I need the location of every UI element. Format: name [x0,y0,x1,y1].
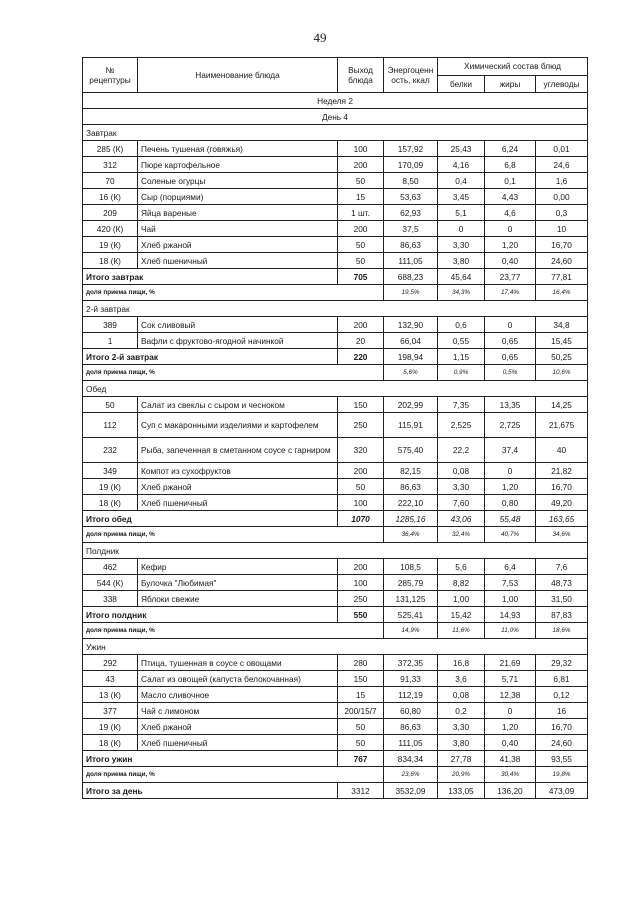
table-row [83,221,588,237]
dish-kcal: 575,40 [384,438,438,463]
dish-yield: 150 [338,671,384,687]
share-carbs: 16,4% [536,285,588,301]
recipe-no: 50 [83,397,138,413]
dish-kcal: 111,05 [384,735,438,751]
share-label: доля приема пищи, % [83,285,384,301]
dish-carbs: 0,3 [536,205,588,221]
dish-yield: 250 [338,413,384,438]
dish-yield: 15 [338,687,384,703]
dish-yield: 200 [338,221,384,237]
share-carbs: 18,6% [536,623,588,639]
dish-carbs: 21,82 [536,463,588,479]
total-kcal: 1285,16 [384,511,438,527]
recipe-no: 19 (К) [83,479,138,495]
dish-protein: 0,6 [438,317,485,333]
total-fat: 23,77 [485,269,536,285]
dish-protein: 3,30 [438,479,485,495]
share-protein: 11,6% [438,623,485,639]
total-yield: 550 [338,607,384,623]
dish-yield: 50 [338,735,384,751]
dish-kcal: 86,63 [384,479,438,495]
total-row [83,751,588,767]
dish-kcal: 86,63 [384,237,438,253]
dish-protein: 5,6 [438,559,485,575]
section-header-row [83,543,588,559]
dish-name: Масло сливочное [138,687,338,703]
week-row [83,93,588,109]
dish-fat: 0 [485,703,536,719]
dish-protein: 7,60 [438,495,485,511]
share-protein: 0,9% [438,365,485,381]
recipe-no: 70 [83,173,138,189]
total-protein: 43,06 [438,511,485,527]
table-row [83,237,588,253]
section-title: Обед [83,381,588,397]
share-carbs: 19,8% [536,767,588,783]
dish-name: Сок сливовый [138,317,338,333]
recipe-no: 349 [83,463,138,479]
dish-kcal: 170,09 [384,157,438,173]
dish-kcal: 108,5 [384,559,438,575]
dish-carbs: 6,81 [536,671,588,687]
total-label: Итого обед [83,511,338,527]
dish-yield: 50 [338,237,384,253]
dish-fat: 4,43 [485,189,536,205]
dish-fat: 7,53 [485,575,536,591]
dish-name: Вафли с фруктово-ягодной начинкой [138,333,338,349]
dish-kcal: 157,92 [384,141,438,157]
day-total-row [83,783,588,799]
dish-fat: 1,20 [485,237,536,253]
recipe-no: 420 (К) [83,221,138,237]
dish-carbs: 0,01 [536,141,588,157]
table-row [83,719,588,735]
dish-kcal: 285,79 [384,575,438,591]
section-header-row [83,639,588,655]
dish-kcal: 37,5 [384,221,438,237]
share-kcal: 5,6% [384,365,438,381]
day-label: День 4 [83,109,588,125]
recipe-no: 18 (К) [83,735,138,751]
total-row [83,269,588,285]
dish-name: Соленые огурцы [138,173,338,189]
day-total-kcal: 3532,09 [384,783,438,799]
dish-carbs: 24,60 [536,253,588,269]
dish-carbs: 24,6 [536,157,588,173]
section-header-row [83,125,588,141]
share-protein: 34,3% [438,285,485,301]
dish-name: Салат из свеклы с сыром и чесноком [138,397,338,413]
total-label: Итого полдник [83,607,338,623]
dish-protein: 0,4 [438,173,485,189]
dish-protein: 4,16 [438,157,485,173]
dish-protein: 3,80 [438,253,485,269]
share-kcal: 36,4% [384,527,438,543]
dish-yield: 20 [338,333,384,349]
header-recipe-no: № рецептуры [83,58,138,93]
table-row [83,575,588,591]
section-title: Завтрак [83,125,588,141]
table-row [83,479,588,495]
dish-carbs: 1,6 [536,173,588,189]
share-row [83,285,588,301]
total-carbs: 77,81 [536,269,588,285]
table-row [83,333,588,349]
dish-name: Чай с лимоном [138,703,338,719]
recipe-no: 312 [83,157,138,173]
dish-fat: 4,6 [485,205,536,221]
dish-kcal: 111,05 [384,253,438,269]
share-kcal: 14,9% [384,623,438,639]
dish-yield: 100 [338,575,384,591]
table-row [83,173,588,189]
dish-yield: 280 [338,655,384,671]
day-total-label: Итого за день [83,783,338,799]
recipe-no: 43 [83,671,138,687]
section-header-row [83,301,588,317]
dish-name: Кефир [138,559,338,575]
dish-fat: 21,69 [485,655,536,671]
share-protein: 20,9% [438,767,485,783]
table-row [83,735,588,751]
total-fat: 41,38 [485,751,536,767]
dish-protein: 3,80 [438,735,485,751]
dish-kcal: 8,50 [384,173,438,189]
dish-carbs: 7,6 [536,559,588,575]
section-title: Ужин [83,639,588,655]
dish-fat: 6,24 [485,141,536,157]
dish-kcal: 372,35 [384,655,438,671]
section-header-row [83,381,588,397]
table-row [83,687,588,703]
total-yield: 705 [338,269,384,285]
dish-yield: 250 [338,591,384,607]
dish-name: Пюре картофельное [138,157,338,173]
dish-protein: 22,2 [438,438,485,463]
dish-kcal: 132,90 [384,317,438,333]
dish-carbs: 40 [536,438,588,463]
dish-fat: 0,1 [485,173,536,189]
header-fat: жиры [485,75,536,93]
dish-name: Яблоки свежие [138,591,338,607]
dish-protein: 0,55 [438,333,485,349]
dish-name: Хлеб ржаной [138,719,338,735]
total-yield: 767 [338,751,384,767]
table-row [83,463,588,479]
dish-kcal: 202,99 [384,397,438,413]
share-fat: 11,0% [485,623,536,639]
table-row [83,703,588,719]
recipe-no: 16 (К) [83,189,138,205]
total-fat: 55,48 [485,511,536,527]
dish-name: Хлеб ржаной [138,479,338,495]
dish-yield: 150 [338,397,384,413]
recipe-no: 209 [83,205,138,221]
dish-protein: 0,08 [438,687,485,703]
dish-name: Суп с макаронными изделиями и картофелем [138,413,338,438]
recipe-no: 377 [83,703,138,719]
dish-carbs: 0,00 [536,189,588,205]
recipe-no: 285 (К) [83,141,138,157]
dish-fat: 2,725 [485,413,536,438]
dish-kcal: 115,91 [384,413,438,438]
day-total-yield: 3312 [338,783,384,799]
dish-name: Сыр (порциями) [138,189,338,205]
share-row [83,623,588,639]
total-carbs: 50,25 [536,349,588,365]
share-label: доля приема пищи, % [83,767,384,783]
dish-yield: 50 [338,719,384,735]
recipe-no: 19 (К) [83,237,138,253]
share-row [83,527,588,543]
dish-yield: 50 [338,479,384,495]
dish-fat: 1,20 [485,479,536,495]
table-row [83,559,588,575]
dish-carbs: 24,60 [536,735,588,751]
section-title: Полдник [83,543,588,559]
dish-protein: 0 [438,221,485,237]
dish-fat: 0 [485,317,536,333]
table-row [83,438,588,463]
dish-protein: 0,2 [438,703,485,719]
dish-carbs: 15,45 [536,333,588,349]
dish-fat: 0,40 [485,735,536,751]
share-label: доля приема пищи, % [83,623,384,639]
dish-protein: 3,6 [438,671,485,687]
table-row [83,157,588,173]
section-title: 2-й завтрак [83,301,588,317]
dish-kcal: 91,33 [384,671,438,687]
total-fat: 14,93 [485,607,536,623]
dish-fat: 0,80 [485,495,536,511]
menu-table [82,57,588,799]
dish-yield: 100 [338,141,384,157]
dish-protein: 1,00 [438,591,485,607]
header-energy: Энергоценн ость, ккал [384,58,438,93]
header-carbs: углеводы [536,75,588,93]
share-row [83,767,588,783]
dish-name: Печень тушеная (говяжья) [138,141,338,157]
total-row [83,607,588,623]
total-carbs: 87,83 [536,607,588,623]
dish-yield: 200 [338,157,384,173]
share-protein: 32,4% [438,527,485,543]
dish-carbs: 16,70 [536,479,588,495]
day-row [83,109,588,125]
dish-carbs: 0,12 [536,687,588,703]
dish-yield: 200 [338,559,384,575]
share-fat: 0,5% [485,365,536,381]
total-protein: 1,15 [438,349,485,365]
recipe-no: 462 [83,559,138,575]
dish-kcal: 82,15 [384,463,438,479]
dish-protein: 16,8 [438,655,485,671]
dish-protein: 3,30 [438,237,485,253]
dish-kcal: 66,04 [384,333,438,349]
table-row [83,397,588,413]
recipe-no: 19 (К) [83,719,138,735]
dish-kcal: 112,19 [384,687,438,703]
total-kcal: 198,94 [384,349,438,365]
dish-fat: 6,4 [485,559,536,575]
recipe-no: 18 (К) [83,253,138,269]
dish-carbs: 16,70 [536,237,588,253]
total-fat: 0,65 [485,349,536,365]
dish-name: Хлеб пшеничный [138,735,338,751]
table-row [83,413,588,438]
dish-kcal: 131,125 [384,591,438,607]
share-row [83,365,588,381]
dish-fat: 0,40 [485,253,536,269]
share-fat: 40,7% [485,527,536,543]
dish-name: Салат из овощей (капуста белокочанная) [138,671,338,687]
day-total-protein: 133,05 [438,783,485,799]
header-yield: Выход блюда [338,58,384,93]
recipe-no: 112 [83,413,138,438]
share-label: доля приема пищи, % [83,365,384,381]
total-protein: 45,64 [438,269,485,285]
dish-carbs: 34,8 [536,317,588,333]
dish-fat: 1,20 [485,719,536,735]
dish-protein: 5,1 [438,205,485,221]
dish-kcal: 53,63 [384,189,438,205]
dish-yield: 200/15/7 [338,703,384,719]
recipe-no: 338 [83,591,138,607]
table-row [83,671,588,687]
recipe-no: 544 (К) [83,575,138,591]
dish-yield: 1 шт. [338,205,384,221]
total-row [83,511,588,527]
recipe-no: 292 [83,655,138,671]
table-row [83,253,588,269]
total-label: Итого 2-й завтрак [83,349,338,365]
dish-fat: 12,38 [485,687,536,703]
dish-protein: 3,45 [438,189,485,205]
dish-carbs: 14,25 [536,397,588,413]
dish-name: Чай [138,221,338,237]
page-number: 49 [313,30,327,45]
share-label: доля приема пищи, % [83,527,384,543]
total-yield: 220 [338,349,384,365]
dish-fat: 0 [485,463,536,479]
total-label: Итого завтрак [83,269,338,285]
dish-carbs: 16 [536,703,588,719]
dish-name: Булочка "Любимая" [138,575,338,591]
week-label: Неделя 2 [83,93,588,109]
dish-kcal: 86,63 [384,719,438,735]
total-yield: 1070 [338,511,384,527]
total-row [83,349,588,365]
dish-yield: 15 [338,189,384,205]
dish-fat: 37,4 [485,438,536,463]
table-row [83,655,588,671]
share-fat: 17,4% [485,285,536,301]
dish-kcal: 222,10 [384,495,438,511]
dish-yield: 50 [338,173,384,189]
dish-fat: 1,00 [485,591,536,607]
share-kcal: 23,6% [384,767,438,783]
total-protein: 27,78 [438,751,485,767]
table-row [83,591,588,607]
dish-kcal: 60,80 [384,703,438,719]
recipe-no: 389 [83,317,138,333]
dish-yield: 50 [338,253,384,269]
total-kcal: 834,34 [384,751,438,767]
dish-protein: 7,35 [438,397,485,413]
dish-protein: 2,525 [438,413,485,438]
dish-yield: 320 [338,438,384,463]
total-carbs: 163,65 [536,511,588,527]
day-total-fat: 136,20 [485,783,536,799]
recipe-no: 1 [83,333,138,349]
dish-fat: 5,71 [485,671,536,687]
share-carbs: 10,6% [536,365,588,381]
dish-name: Хлеб пшеничный [138,495,338,511]
dish-name: Хлеб ржаной [138,237,338,253]
dish-name: Птица, тушенная в соусе с овощами [138,655,338,671]
header-protein: белки [438,75,485,93]
dish-name: Рыба, запеченная в сметанном соусе с гарниром [138,438,338,463]
total-kcal: 688,23 [384,269,438,285]
dish-name: Яйца вареные [138,205,338,221]
dish-yield: 200 [338,463,384,479]
dish-carbs: 48,73 [536,575,588,591]
dish-carbs: 29,32 [536,655,588,671]
total-kcal: 525,41 [384,607,438,623]
day-total-carbs: 473,09 [536,783,588,799]
table-row [83,495,588,511]
table-row [83,189,588,205]
dish-carbs: 16,70 [536,719,588,735]
dish-protein: 25,43 [438,141,485,157]
header-row [83,58,588,76]
dish-fat: 0,65 [485,333,536,349]
recipe-no: 232 [83,438,138,463]
header-chem: Химический состав блюд [438,58,588,76]
dish-name: Хлеб пшеничный [138,253,338,269]
dish-protein: 8,82 [438,575,485,591]
share-kcal: 19,5% [384,285,438,301]
dish-fat: 6,8 [485,157,536,173]
dish-fat: 0 [485,221,536,237]
total-label: Итого ужин [83,751,338,767]
dish-kcal: 62,93 [384,205,438,221]
share-fat: 30,4% [485,767,536,783]
dish-protein: 0,08 [438,463,485,479]
total-carbs: 93,55 [536,751,588,767]
dish-yield: 100 [338,495,384,511]
share-carbs: 34,6% [536,527,588,543]
recipe-no: 13 (К) [83,687,138,703]
header-dish-name: Наименование блюда [138,58,338,93]
dish-carbs: 49,20 [536,495,588,511]
dish-carbs: 10 [536,221,588,237]
total-protein: 15,42 [438,607,485,623]
recipe-no: 18 (К) [83,495,138,511]
table-row [83,317,588,333]
dish-name: Компот из сухофруктов [138,463,338,479]
table-row [83,205,588,221]
dish-carbs: 21,675 [536,413,588,438]
dish-protein: 3,30 [438,719,485,735]
dish-yield: 200 [338,317,384,333]
table-row [83,141,588,157]
dish-fat: 13,35 [485,397,536,413]
dish-carbs: 31,50 [536,591,588,607]
